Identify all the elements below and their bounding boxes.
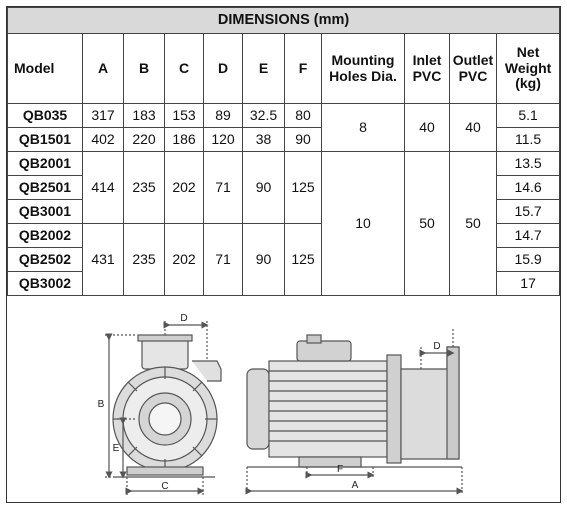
header-inlet-line2: PVC — [412, 67, 442, 84]
label-e: E — [112, 443, 120, 454]
header-mounting-line2: Holes Dia. — [329, 67, 397, 84]
label-d-side: D — [433, 341, 441, 352]
b-cell: 235 — [124, 152, 165, 224]
b-cell: 220 — [124, 128, 165, 152]
d-cell: 89 — [204, 104, 243, 128]
label-f: F — [336, 464, 344, 475]
header-e: E — [243, 34, 285, 104]
a-cell: 431 — [83, 224, 124, 296]
e-cell: 90 — [243, 224, 285, 296]
f-cell: 125 — [285, 224, 322, 296]
header-weight-line2: Weight — [504, 59, 552, 76]
model-cell: QB2502 — [8, 248, 83, 272]
outlet-cell: 40 — [450, 104, 497, 152]
model-cell: QB3002 — [8, 272, 83, 296]
weight-cell: 14.6 — [497, 176, 560, 200]
e-cell: 38 — [243, 128, 285, 152]
header-weight-line1: Net — [516, 44, 540, 61]
b-cell: 235 — [124, 224, 165, 296]
table-row — [8, 152, 560, 176]
header-mounting-line1: Mounting — [331, 52, 395, 69]
model-cell: QB1501 — [8, 128, 83, 152]
weight-cell: 15.7 — [497, 200, 560, 224]
outlet-cell: 50 — [450, 152, 497, 296]
label-d-front: D — [180, 313, 188, 324]
f-cell: 80 — [285, 104, 322, 128]
weight-cell: 15.9 — [497, 248, 560, 272]
header-f: F — [285, 34, 322, 104]
header-weight-line3: (kg) — [515, 75, 541, 92]
table-row — [8, 104, 560, 128]
weight-cell: 14.7 — [497, 224, 560, 248]
inlet-cell: 50 — [405, 152, 450, 296]
e-cell: 90 — [243, 152, 285, 224]
c-cell: 202 — [165, 224, 204, 296]
header-outlet — [450, 34, 497, 104]
label-c: C — [161, 481, 169, 492]
header-d: D — [204, 34, 243, 104]
model-cell: QB2001 — [8, 152, 83, 176]
d-cell: 71 — [204, 224, 243, 296]
model-cell: QB3001 — [8, 200, 83, 224]
header-c: C — [165, 34, 204, 104]
model-cell: QB035 — [8, 104, 83, 128]
a-cell: 414 — [83, 152, 124, 224]
header-outlet-line1: Outlet — [452, 52, 494, 69]
table-title: DIMENSIONS (mm) — [8, 8, 560, 34]
label-a: A — [351, 480, 359, 491]
pump-side-view — [247, 329, 462, 495]
a-cell: 317 — [83, 104, 124, 128]
b-cell: 183 — [124, 104, 165, 128]
pump-drawing-svg — [7, 299, 559, 502]
header-model: Model — [8, 34, 83, 104]
weight-cell: 5.1 — [497, 104, 560, 128]
header-weight — [497, 34, 560, 104]
inlet-cell: 40 — [405, 104, 450, 152]
d-cell: 71 — [204, 152, 243, 224]
header-inlet — [405, 34, 450, 104]
c-cell: 186 — [165, 128, 204, 152]
f-cell: 90 — [285, 128, 322, 152]
pump-dimension-drawing — [7, 299, 559, 502]
c-cell: 202 — [165, 152, 204, 224]
header-b: B — [124, 34, 165, 104]
f-cell: 125 — [285, 152, 322, 224]
model-cell: QB2002 — [8, 224, 83, 248]
weight-cell: 13.5 — [497, 152, 560, 176]
dimensions-sheet — [6, 6, 561, 503]
e-cell: 32.5 — [243, 104, 285, 128]
pump-front-view — [105, 321, 221, 495]
header-mounting — [322, 34, 405, 104]
d-cell: 120 — [204, 128, 243, 152]
model-cell: QB2501 — [8, 176, 83, 200]
dimensions-table — [7, 7, 560, 296]
weight-cell: 17 — [497, 272, 560, 296]
weight-cell: 11.5 — [497, 128, 560, 152]
mounting-cell: 8 — [322, 104, 405, 152]
header-a: A — [83, 34, 124, 104]
header-outlet-line2: PVC — [458, 67, 488, 84]
a-cell: 402 — [83, 128, 124, 152]
header-inlet-line1: Inlet — [412, 52, 442, 69]
c-cell: 153 — [165, 104, 204, 128]
label-b: B — [97, 399, 105, 410]
mounting-cell: 10 — [322, 152, 405, 296]
